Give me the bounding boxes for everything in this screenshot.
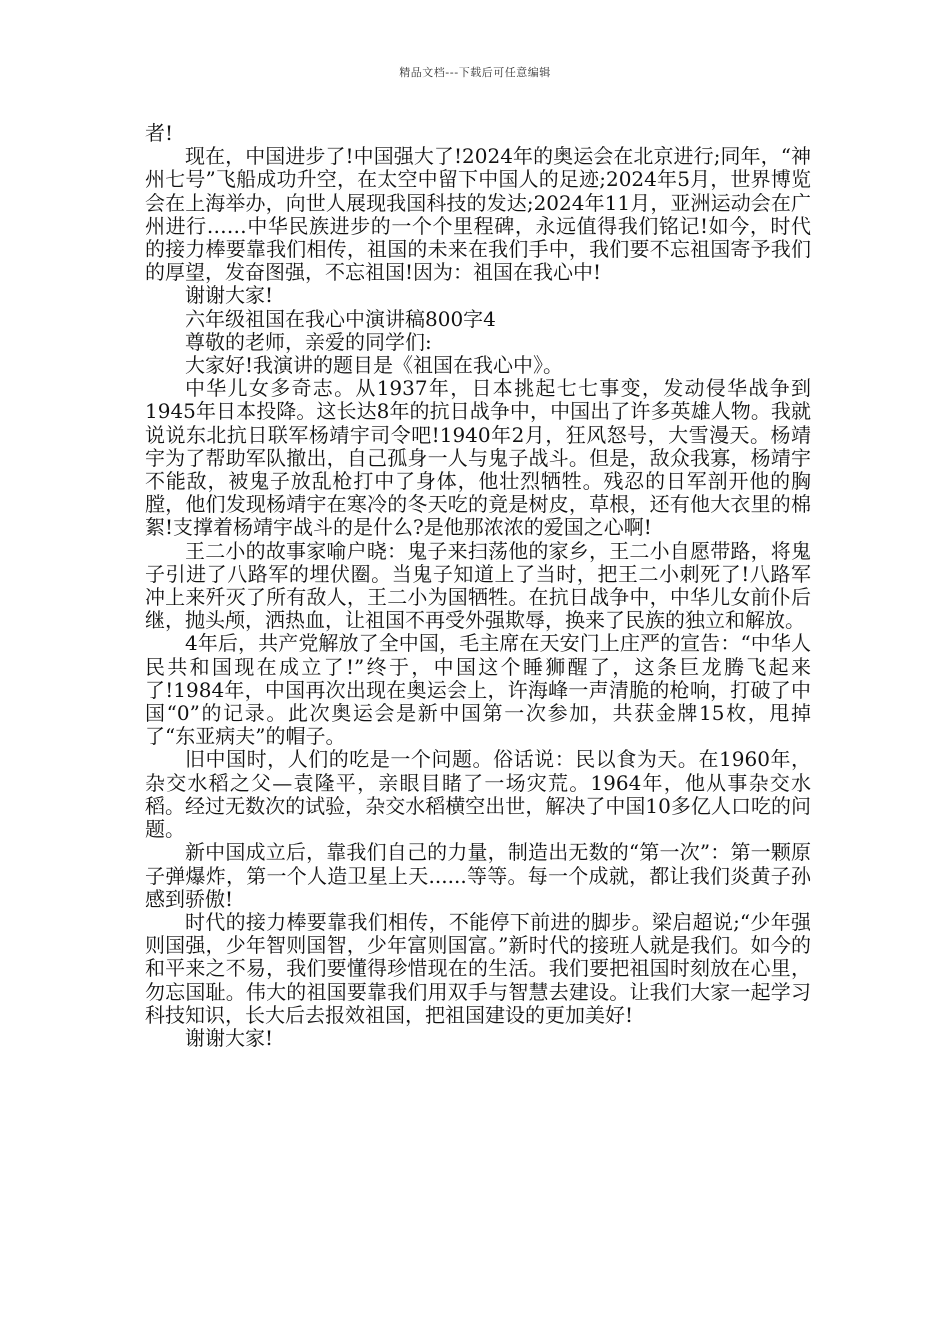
paragraph: 谢谢大家! — [185, 283, 274, 308]
salutation: 尊敬的老师，亲爱的同学们: — [185, 329, 432, 354]
paragraph: 中华儿女多奇志。从1937年，日本挑起七七事变，发动侵华战争到1945年日本投降。这长达8年的抗日战争中，中国出了许多英雄人物。我就说说东北抗日联军杨靖宇司令吧!1940年2月，狂风怒号，大雪漫天。杨靖宇为了帮助军队撤出，自己孤身一人与鬼子战斗。但是，敌众我寡，杨靖宇不能敌，被鬼子放乱枪打中了身体，他壮烈牺牲。残忍的日军剖开他的胸膛，他们发现杨靖宇在寒冷的冬天吃的竟是树皮，草根，还有他大衣里的棉絮!支撑着杨靖宇战斗的是什么?是他那浓浓的爱国之心啊! — [145, 376, 811, 540]
paragraph: 者! — [145, 121, 174, 145]
paragraph: 现在，中国进步了!中国强大了!2024年的奥运会在北京进行;同年，“神州七号”飞船成功升空，在太空中留下中国人的足迹;2024年5月，世界博览会在上海举办，向世人展现我国科技的发达;2024年11月，亚洲运动会在广州进行……中华民族进步的一个个里程碑，永远值得我们铭记!如今，时代的接力棒要靠我们相传，祖国的未来在我们手中，我们要不忘祖国寄予我们的厚望，发奋图强，不忘祖国!因为：祖国在我心中! — [145, 144, 811, 285]
paragraph: 4年后，共产党解放了全中国，毛主席在天安门上庄严的宣告：“中华人民共和国现在成立了!”终于，中国这个睡狮醒了，这条巨龙腾飞起来了!1984年，中国再次出现在奥运会上，许海峰一声清脆的枪响，打破了中国“0”的记录。此次奥运会是新中国第一次参加，共获金牌15枚，甩掉了“东亚病夫”的帽子。 — [145, 631, 811, 749]
document-body — [145, 122, 811, 1050]
page-header: 精品文档---下载后可任意编辑 — [399, 66, 551, 79]
paragraph: 王二小的故事家喻户晓：鬼子来扫荡他的家乡，王二小自愿带路，将鬼子引进了八路军的埋伏圈。当鬼子知道上了当时，把王二小刺死了!八路军冲上来歼灭了所有敌人，王二小为国牺牲。在抗日战争中，中华儿女前仆后继，抛头颅，洒热血，让祖国不再受外强欺辱，换来了民族的独立和解放。 — [145, 538, 811, 633]
paragraph: 时代的接力棒要靠我们相传，不能停下前进的脚步。梁启超说;“少年强则国强，少年智则国智，少年富则国富。”新时代的接班人就是我们。如今的和平来之不易，我们要懂得珍惜现在的生活。我们要把祖国时刻放在心里，勿忘国耻。伟大的祖国要靠我们用双手与智慧去建设。让我们大家一起学习科技知识，长大后去报效祖国，把祖国建设的更加美好! — [145, 909, 811, 1027]
paragraph: 新中国成立后，靠我们自己的力量，制造出无数的“第一次”：第一颗原子弹爆炸，第一个人造卫星上天......等等。每一个成就，都让我们炎黄子孙感到骄傲! — [145, 840, 811, 911]
paragraph: 旧中国时，人们的吃是一个问题。俗话说：民以食为天。在1960年，杂交水稻之父—袁隆平，亲眼目睹了一场灾荒。1964年，他从事杂交水稻。经过无数次的试验，杂交水稻横空出世，解决了中国10多亿人口吃的问题。 — [145, 747, 811, 842]
paragraph: 谢谢大家! — [185, 1025, 274, 1050]
section-title: 六年级祖国在我心中演讲稿800字4 — [185, 306, 496, 331]
paragraph: 大家好!我演讲的题目是《祖国在我心中》。 — [185, 353, 564, 378]
